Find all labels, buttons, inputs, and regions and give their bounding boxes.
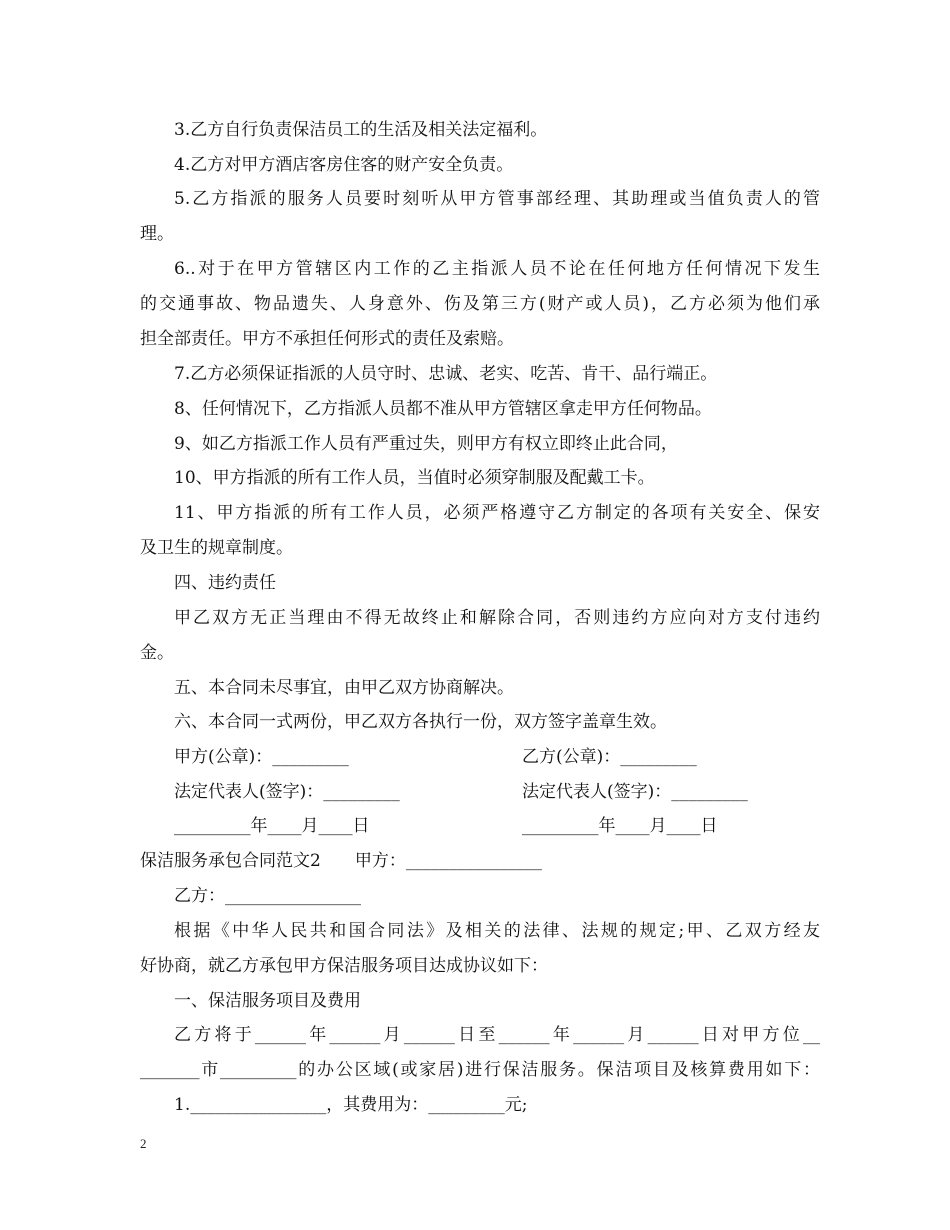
section-heading-breach: 四、违约责任 [174,573,276,593]
party-a-representative: 法定代表人(签字)：_________ [174,782,400,802]
services-line-1: 乙方将于______年______月______日至______年______月______日对甲方位__ [174,1025,820,1045]
clause-7: 7.乙方必须保证指派的人员守时、忠诚、老实、吃苦、肯干、品行端正。 [174,364,718,384]
clause-5-line-1: 5.乙方指派的服务人员要时刻听从甲方管事部经理、其助理或当值负责人的管 [174,189,820,209]
breach-text-line-2: 金。 [140,643,174,663]
clause-3: 3.乙方自行负责保洁员工的生活及相关法定福利。 [174,120,548,140]
clause-5-line-2: 理。 [140,224,174,244]
preamble-line-1: 根据《中华人民共和国合同法》及相关的法律、法规的规定;甲、乙双方经友 [174,921,820,941]
clause-11-line-2: 及卫生的规章制度。 [140,538,293,558]
clause-11-line-1: 11、甲方指派的所有工作人员，必须严格遵守乙方制定的各项有关安全、保安 [174,503,820,523]
page-number: 2 [140,1136,147,1151]
section-six: 六、本合同一式两份，甲乙双方各执行一份，双方签字盖章生效。 [174,712,667,732]
clause-10: 10、甲方指派的所有工作人员，当值时必须穿制服及配戴工卡。 [174,468,655,488]
clause-6-line-2: 的交通事故、物品遗失、人身意外、伤及第三方(财产或人员)，乙方必须为他们承 [140,294,820,314]
party-b-seal: 乙方(公章)：_________ [522,747,697,767]
party-b-line: 乙方：________________ [174,886,361,906]
clause-4: 4.乙方对甲方酒店客房住客的财产安全负责。 [174,155,514,175]
party-a-date: _________年____月____日 [174,816,370,836]
service-item-1: 1.________________，其费用为：_________元; [174,1095,528,1115]
clause-6-line-3: 担全部责任。甲方不承担任何形式的责任及索赔。 [140,329,514,349]
party-b-date: _________年____月____日 [522,816,718,836]
breach-text-line-1: 甲乙双方无正当理由不得无故终止和解除合同，否则违约方应向对方支付违约 [174,608,820,628]
clause-8: 8、任何情况下，乙方指派人员都不准从甲方管辖区拿走甲方任何物品。 [174,399,712,419]
party-a-seal: 甲方(公章)：_________ [174,747,349,767]
clause-6-line-1: 6..对于在甲方管辖区内工作的乙主指派人员不论在任何地方任何情况下发生 [174,259,820,279]
party-b-representative: 法定代表人(签字)：_________ [522,782,748,802]
section-heading-services: 一、保洁服务项目及费用 [174,991,361,1011]
preamble-line-2: 好协商，就乙方承包甲方保洁服务项目达成协议如下： [140,956,548,976]
services-line-2: _______市_________的办公区域(或家居)进行保洁服务。保洁项目及核算费用如下： [140,1060,820,1080]
section-five: 五、本合同未尽事宜，由甲乙双方协商解决。 [174,678,514,698]
clause-9: 9、如乙方指派工作人员有严重过失，则甲方有权立即终止此合同， [174,434,678,454]
contract-2-title: 保洁服务承包合同范文2 甲方：________________ [140,851,542,871]
